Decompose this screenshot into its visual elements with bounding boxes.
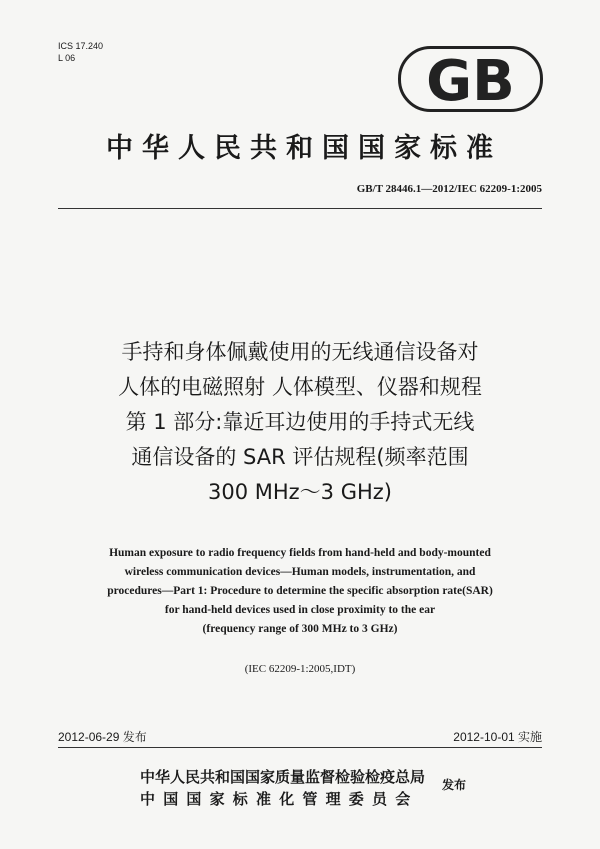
english-title-line: (frequency range of 300 MHz to 3 GHz) xyxy=(202,623,398,635)
identity-statement: (IEC 62209-1:2005,IDT) xyxy=(244,663,356,675)
gb-logo-text: GB xyxy=(426,49,515,112)
chinese-title xyxy=(0,335,600,510)
footer-divider xyxy=(58,747,542,748)
header-divider xyxy=(58,208,542,209)
standard-title: 中华人民共和国国家标准 xyxy=(106,133,502,164)
issuer-sac: 中国国家标准化管理委员会 xyxy=(140,790,419,808)
publish-date: 2012-06-29 发布 xyxy=(58,730,147,744)
chinese-title-line: 通信设备的 SAR 评估规程(频率范围 xyxy=(131,445,469,469)
issuer-aqsiq: 中华人民共和国国家质量监督检验检疫总局 xyxy=(140,768,426,786)
chinese-title-line: 人体的电磁照射 人体模型、仪器和规程 xyxy=(118,375,482,399)
issue-label: 发布 xyxy=(442,778,467,792)
chinese-title-line: 300 MHz～3 GHz) xyxy=(207,480,392,504)
standard-number: GB/T 28446.1—2012/IEC 62209-1:2005 xyxy=(356,183,542,195)
chinese-title-line: 第 1 部分:靠近耳边使用的手持式无线 xyxy=(125,410,475,434)
chinese-title-line: 手持和身体佩戴使用的无线通信设备对 xyxy=(121,340,479,364)
implement-date: 2012-10-01 实施 xyxy=(453,730,542,744)
english-title xyxy=(0,544,600,639)
gb-logo xyxy=(398,46,543,112)
english-title-line: Human exposure to radio frequency fields from hand-held and body-mounted xyxy=(109,547,491,559)
ics-classification xyxy=(58,40,103,64)
issuing-authorities xyxy=(140,766,425,810)
ccs-code: L 06 xyxy=(58,53,76,63)
english-title-line: for hand-held devices used in close proximity to the ear xyxy=(164,604,436,616)
english-title-line: procedures—Part 1: Procedure to determine the specific absorption rate(SAR) xyxy=(107,585,493,597)
ics-code: ICS 17.240 xyxy=(58,41,104,51)
english-title-line: wireless communication devices—Human models, instrumentation, and xyxy=(124,566,476,578)
